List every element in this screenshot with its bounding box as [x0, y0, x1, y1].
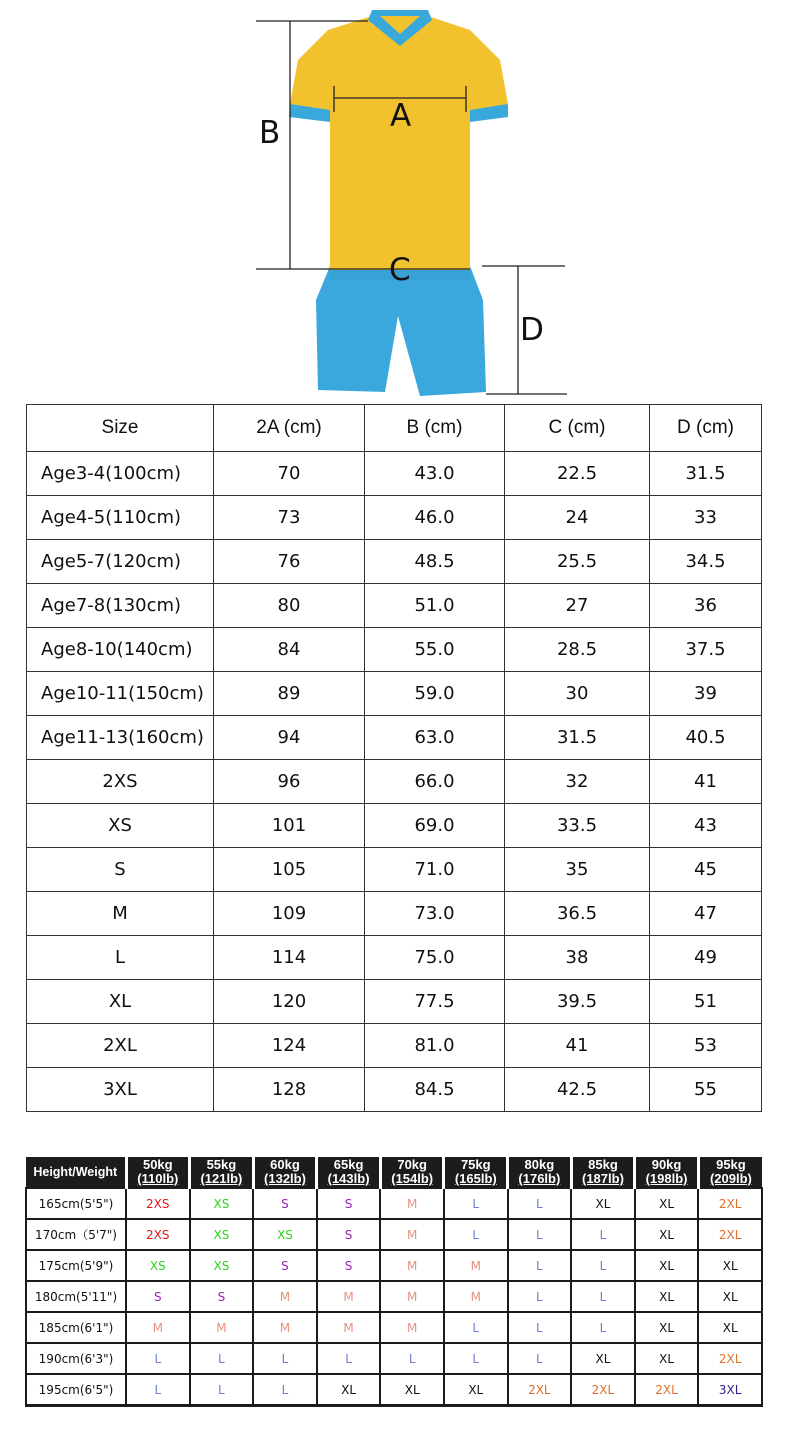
weight-header [317, 1157, 381, 1188]
size-table-body [27, 452, 762, 1112]
kit-diagram [0, 0, 790, 400]
measurement-cell: 27 [505, 584, 650, 628]
measurement-cell: 55.0 [365, 628, 505, 672]
measurement-cell: 36 [650, 584, 762, 628]
table-row [27, 760, 762, 804]
recommended-size-cell: S [317, 1188, 381, 1219]
measurement-cell: 39 [650, 672, 762, 716]
recommended-size-cell: L [190, 1374, 254, 1406]
recommended-size-cell: XL [635, 1312, 699, 1343]
dimension-label-a: A [390, 98, 412, 134]
recommended-size-cell: M [380, 1312, 444, 1343]
height-cell: 180cm(5'11") [26, 1281, 126, 1312]
weight-header [571, 1157, 635, 1188]
measurement-cell: 84 [214, 628, 365, 672]
table-row [27, 672, 762, 716]
measurement-cell: 53 [650, 1024, 762, 1068]
size-name-cell: Age4-5(110cm) [27, 496, 214, 540]
weight-lb-label: (110lb) [137, 1171, 179, 1186]
measurement-cell: 43.0 [365, 452, 505, 496]
recommended-size-cell: L [508, 1343, 572, 1374]
dimension-label-b: B [259, 115, 281, 151]
recommended-size-cell: 2XL [635, 1374, 699, 1406]
measurement-cell: 73 [214, 496, 365, 540]
measurement-cell: 70 [214, 452, 365, 496]
weight-header [698, 1157, 762, 1188]
recommended-size-cell: L [508, 1281, 572, 1312]
dimension-label-c: C [389, 252, 411, 288]
measurement-cell: 37.5 [650, 628, 762, 672]
recommended-size-cell: 2XL [508, 1374, 572, 1406]
recommended-size-cell: 3XL [698, 1374, 762, 1406]
weight-kg-label: 60kg [270, 1157, 300, 1172]
weight-lb-label: (198lb) [645, 1171, 688, 1186]
measurement-cell: 124 [214, 1024, 365, 1068]
size-measurement-table [26, 404, 762, 1112]
recommended-size-cell: L [444, 1219, 508, 1250]
recommended-size-cell: XL [317, 1374, 381, 1406]
weight-lb-label: (154lb) [391, 1171, 434, 1186]
size-name-cell: 2XS [27, 760, 214, 804]
weight-kg-label: 85kg [588, 1157, 618, 1172]
recommended-size-cell: XL [698, 1250, 762, 1281]
recommended-size-cell: M [444, 1250, 508, 1281]
recommended-size-cell: 2XL [698, 1219, 762, 1250]
measurement-cell: 46.0 [365, 496, 505, 540]
table-row [27, 1024, 762, 1068]
weight-kg-label: 90kg [651, 1157, 682, 1172]
recommended-size-cell: XS [190, 1250, 254, 1281]
measurement-cell: 51.0 [365, 584, 505, 628]
recommended-size-cell: XL [698, 1281, 762, 1312]
measurement-cell: 101 [214, 804, 365, 848]
recommended-size-cell: XL [571, 1188, 635, 1219]
recommended-size-cell: S [126, 1281, 190, 1312]
recommended-size-cell: L [380, 1343, 444, 1374]
size-name-cell: L [27, 936, 214, 980]
weight-lb-label: (176lb) [518, 1171, 561, 1186]
recommended-size-cell: L [508, 1188, 572, 1219]
measurement-cell: 105 [214, 848, 365, 892]
size-name-cell: Age7-8(130cm) [27, 584, 214, 628]
recommended-size-cell: L [571, 1219, 635, 1250]
measurement-cell: 45 [650, 848, 762, 892]
height-cell: 195cm(6'5") [26, 1374, 126, 1406]
recommended-size-cell: S [253, 1250, 317, 1281]
recommended-size-cell: M [380, 1281, 444, 1312]
size-name-cell: XL [27, 980, 214, 1024]
measurement-cell: 47 [650, 892, 762, 936]
measurement-cell: 81.0 [365, 1024, 505, 1068]
size-name-cell: M [27, 892, 214, 936]
weight-kg-label: 55kg [206, 1157, 237, 1172]
size-name-cell: Age11-13(160cm) [27, 716, 214, 760]
measurement-cell: 38 [505, 936, 650, 980]
recommended-size-cell: S [317, 1219, 381, 1250]
measurement-cell: 49 [650, 936, 762, 980]
recommended-size-cell: XS [253, 1219, 317, 1250]
measurement-cell: 31.5 [505, 716, 650, 760]
recommended-size-cell: M [317, 1281, 381, 1312]
measurement-cell: 36.5 [505, 892, 650, 936]
table-row [27, 452, 762, 496]
weight-header [508, 1157, 572, 1188]
measurement-cell: 24 [505, 496, 650, 540]
measurement-cell: 31.5 [650, 452, 762, 496]
recommended-size-cell: XL [444, 1374, 508, 1406]
recommended-size-cell: L [571, 1281, 635, 1312]
size-table-header-row [27, 405, 762, 452]
table-row [26, 1250, 762, 1281]
weight-kg-label: 70kg [397, 1157, 427, 1172]
recommended-size-cell: 2XL [698, 1343, 762, 1374]
size-name-cell: Age5-7(120cm) [27, 540, 214, 584]
recommended-size-cell: M [380, 1250, 444, 1281]
table-row [27, 716, 762, 760]
size-name-cell: Age8-10(140cm) [27, 628, 214, 672]
recommended-size-cell: M [380, 1188, 444, 1219]
table-row [26, 1374, 762, 1406]
recommended-size-cell: XS [126, 1250, 190, 1281]
table-row [27, 892, 762, 936]
measurement-cell: 25.5 [505, 540, 650, 584]
measurement-cell: 32 [505, 760, 650, 804]
recommended-size-cell: M [380, 1219, 444, 1250]
recommended-size-cell: M [253, 1281, 317, 1312]
recommended-size-cell: L [253, 1343, 317, 1374]
corner-label: Height/Weight [26, 1157, 126, 1188]
weight-lb-label: (132lb) [264, 1171, 306, 1186]
weight-kg-label: 80kg [524, 1157, 555, 1172]
dimension-label-d: D [520, 312, 544, 348]
measurement-cell: 94 [214, 716, 365, 760]
recommended-size-cell: M [190, 1312, 254, 1343]
height-weight-body [26, 1188, 762, 1406]
size-name-cell: XS [27, 804, 214, 848]
size-name-cell: 3XL [27, 1068, 214, 1112]
weight-header [444, 1157, 508, 1188]
measurement-cell: 48.5 [365, 540, 505, 584]
recommended-size-cell: L [508, 1250, 572, 1281]
recommended-size-cell: XL [380, 1374, 444, 1406]
measurement-cell: 41 [505, 1024, 650, 1068]
recommended-size-cell: L [317, 1343, 381, 1374]
measurement-cell: 39.5 [505, 980, 650, 1024]
measurement-cell: 80 [214, 584, 365, 628]
weight-kg-label: 95kg [716, 1157, 746, 1172]
measurement-cell: 28.5 [505, 628, 650, 672]
measurement-cell: 114 [214, 936, 365, 980]
recommended-size-cell: XL [571, 1343, 635, 1374]
header-size: Size [27, 405, 214, 452]
weight-header [380, 1157, 444, 1188]
table-row [27, 496, 762, 540]
measurement-cell: 33 [650, 496, 762, 540]
height-cell: 170cm（5'7") [26, 1219, 126, 1250]
measurement-cell: 109 [214, 892, 365, 936]
size-name-cell: 2XL [27, 1024, 214, 1068]
weight-header [635, 1157, 699, 1188]
measurement-cell: 73.0 [365, 892, 505, 936]
measurement-cell: 71.0 [365, 848, 505, 892]
recommended-size-cell: L [190, 1343, 254, 1374]
recommended-size-cell: L [571, 1250, 635, 1281]
measurement-cell: 69.0 [365, 804, 505, 848]
recommended-size-cell: 2XL [698, 1188, 762, 1219]
recommended-size-cell: M [126, 1312, 190, 1343]
recommended-size-cell: M [317, 1312, 381, 1343]
measurement-cell: 40.5 [650, 716, 762, 760]
recommended-size-cell: L [444, 1312, 508, 1343]
recommended-size-cell: XL [635, 1219, 699, 1250]
table-row [27, 804, 762, 848]
jersey-shape [290, 16, 508, 270]
height-cell: 165cm(5'5") [26, 1188, 126, 1219]
recommended-size-cell: XS [190, 1219, 254, 1250]
measurement-cell: 59.0 [365, 672, 505, 716]
recommended-size-cell: XS [190, 1188, 254, 1219]
weight-lb-label: (165lb) [454, 1171, 497, 1186]
header-b: B (cm) [365, 405, 505, 452]
weight-lb-label: (209lb) [709, 1171, 752, 1186]
measurement-cell: 63.0 [365, 716, 505, 760]
recommended-size-cell: 2XS [126, 1188, 190, 1219]
recommended-size-cell: M [253, 1312, 317, 1343]
recommended-size-cell: L [444, 1343, 508, 1374]
size-name-cell: Age3-4(100cm) [27, 452, 214, 496]
height-cell: 175cm(5'9") [26, 1250, 126, 1281]
table-row [27, 628, 762, 672]
weight-header [126, 1157, 190, 1188]
recommended-size-cell: XL [635, 1343, 699, 1374]
table-row [26, 1312, 762, 1343]
measurement-cell: 128 [214, 1068, 365, 1112]
weight-header [190, 1157, 254, 1188]
header-c: C (cm) [505, 405, 650, 452]
recommended-size-cell: S [253, 1188, 317, 1219]
measurement-cell: 43 [650, 804, 762, 848]
size-name-cell: S [27, 848, 214, 892]
table-row [27, 980, 762, 1024]
measurement-cell: 66.0 [365, 760, 505, 804]
recommended-size-cell: 2XL [571, 1374, 635, 1406]
table-row [27, 848, 762, 892]
table-row [27, 584, 762, 628]
height-cell: 190cm(6'3") [26, 1343, 126, 1374]
recommended-size-cell: S [190, 1281, 254, 1312]
measurement-cell: 41 [650, 760, 762, 804]
weight-header [253, 1157, 317, 1188]
recommended-size-cell: L [508, 1219, 572, 1250]
table-row [26, 1281, 762, 1312]
measurement-cell: 96 [214, 760, 365, 804]
measurement-cell: 34.5 [650, 540, 762, 584]
measurement-cell: 75.0 [365, 936, 505, 980]
measurement-cell: 55 [650, 1068, 762, 1112]
recommended-size-cell: L [126, 1374, 190, 1406]
table-row [26, 1188, 762, 1219]
recommended-size-cell: L [253, 1374, 317, 1406]
recommended-size-cell: XL [698, 1312, 762, 1343]
recommended-size-cell: L [571, 1312, 635, 1343]
table-row [27, 1068, 762, 1112]
measurement-cell: 89 [214, 672, 365, 716]
measurement-cell: 120 [214, 980, 365, 1024]
weight-kg-label: 75kg [460, 1157, 491, 1172]
measurement-cell: 33.5 [505, 804, 650, 848]
measurement-cell: 35 [505, 848, 650, 892]
measurement-cell: 51 [650, 980, 762, 1024]
recommended-size-cell: XL [635, 1250, 699, 1281]
table-row [26, 1219, 762, 1250]
weight-header-row [26, 1157, 762, 1188]
header-d: D (cm) [650, 405, 762, 452]
recommended-size-cell: L [126, 1343, 190, 1374]
weight-lb-label: (121lb) [200, 1171, 243, 1186]
recommended-size-cell: XL [635, 1281, 699, 1312]
header-2a: 2A (cm) [214, 405, 365, 452]
measurement-cell: 76 [214, 540, 365, 584]
measurement-cell: 22.5 [505, 452, 650, 496]
height-weight-table [25, 1157, 763, 1407]
weight-lb-label: (143lb) [327, 1171, 370, 1186]
recommended-size-cell: M [444, 1281, 508, 1312]
recommended-size-cell: S [317, 1250, 381, 1281]
table-row [26, 1343, 762, 1374]
measurement-cell: 77.5 [365, 980, 505, 1024]
table-row [27, 540, 762, 584]
measurement-cell: 42.5 [505, 1068, 650, 1112]
height-cell: 185cm(6'1") [26, 1312, 126, 1343]
table-row [27, 936, 762, 980]
measurement-cell: 84.5 [365, 1068, 505, 1112]
measurement-cell: 30 [505, 672, 650, 716]
recommended-size-cell: L [508, 1312, 572, 1343]
recommended-size-cell: 2XS [126, 1219, 190, 1250]
weight-kg-label: 65kg [333, 1157, 364, 1172]
size-name-cell: Age10-11(150cm) [27, 672, 214, 716]
recommended-size-cell: L [444, 1188, 508, 1219]
weight-kg-label: 50kg [142, 1157, 173, 1172]
weight-lb-label: (187lb) [582, 1171, 624, 1186]
recommended-size-cell: XL [635, 1188, 699, 1219]
